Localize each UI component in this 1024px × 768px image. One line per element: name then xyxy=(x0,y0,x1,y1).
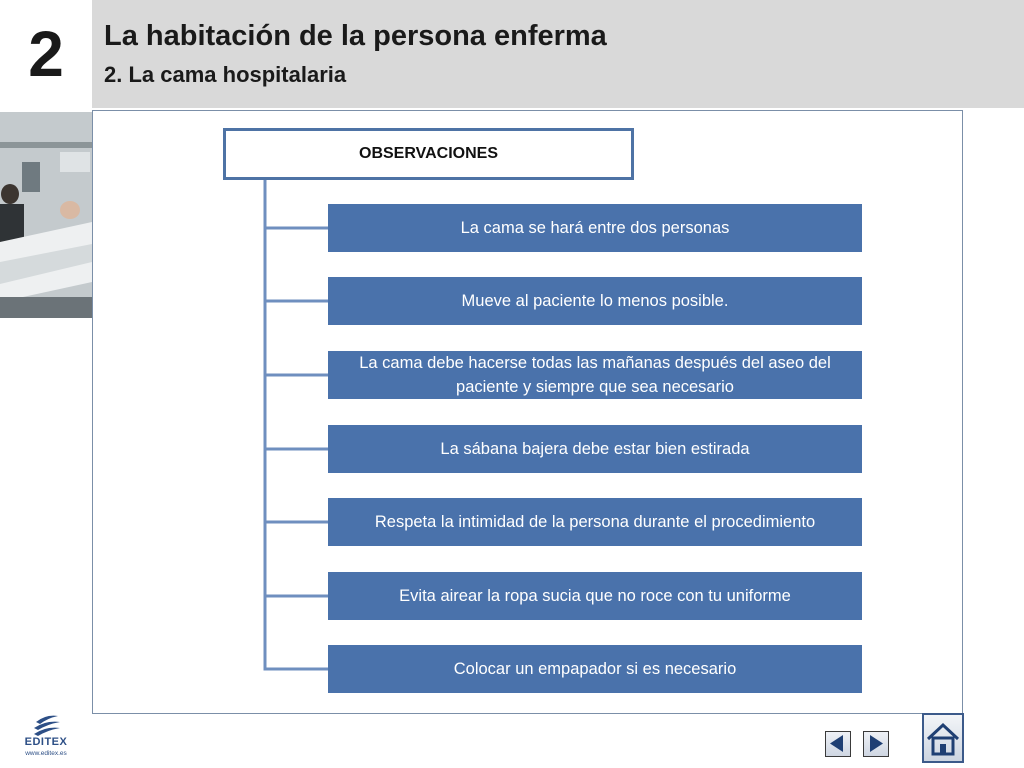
prev-button[interactable] xyxy=(825,731,851,757)
editex-logo-icon xyxy=(14,712,78,736)
observaciones-header: OBSERVACIONES xyxy=(223,128,634,180)
observation-item: Colocar un empapador si es necesario xyxy=(328,645,862,693)
observation-item: Respeta la intimidad de la persona durante el procedimiento xyxy=(328,498,862,546)
content-frame xyxy=(92,110,963,714)
header-band xyxy=(92,0,1024,108)
home-icon xyxy=(924,715,962,761)
page-subtitle: 2. La cama hospitalaria xyxy=(104,62,347,87)
page-title: La habitación de la persona enferma xyxy=(104,20,607,52)
prev-arrow-icon xyxy=(826,732,849,755)
hospital-room-photo xyxy=(0,112,92,318)
observation-item: Mueve al paciente lo menos posible. xyxy=(328,277,862,325)
editex-logo-text: EDITEX xyxy=(24,736,68,748)
next-button[interactable] xyxy=(863,731,889,757)
observation-item: La sábana bajera debe estar bien estirada xyxy=(328,425,862,473)
editex-url: www.editex.es xyxy=(25,750,67,757)
editex-logo[interactable] xyxy=(14,712,78,762)
next-arrow-icon xyxy=(864,732,887,755)
observation-item: Evita airear la ropa sucia que no roce con tu uniforme xyxy=(328,572,862,620)
observation-item: La cama debe hacerse todas las mañanas después del aseo del paciente y siempre que sea necesario xyxy=(328,351,862,399)
observation-item: La cama se hará entre dos personas xyxy=(328,204,862,252)
home-button[interactable] xyxy=(922,713,964,763)
chapter-number: 2 xyxy=(28,18,64,90)
